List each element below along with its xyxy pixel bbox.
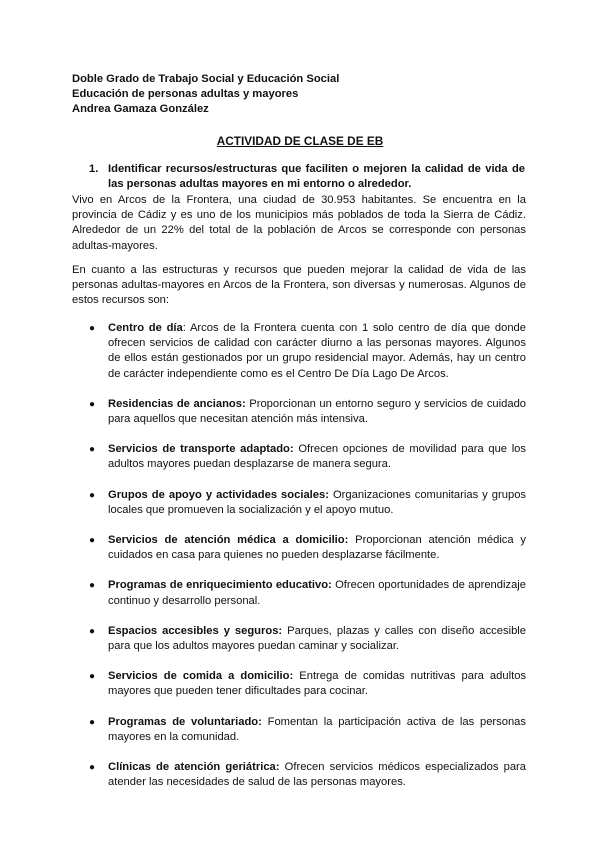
item-term: Clínicas de atención geriátrica: bbox=[108, 761, 280, 774]
item-text: Ofrecen opciones de movilidad para que los adultos mayores puedan desplazarse de manera segura. bbox=[108, 443, 527, 471]
bullet-icon: ● bbox=[89, 671, 96, 683]
list-item bbox=[88, 397, 526, 427]
item-text: Parques, plazas y calles con diseño accesible para que los adultos mayores puedan caminar y socializar. bbox=[108, 624, 526, 653]
list-item bbox=[88, 442, 526, 472]
item-text: Entrega de comidas nutritivas para adultos mayores que pueden tener dificultades para cocinar. bbox=[108, 670, 527, 698]
list-item bbox=[88, 624, 526, 654]
bullet-icon: ● bbox=[89, 323, 96, 334]
bullet-icon: ● bbox=[89, 444, 96, 456]
item-term: Centro de día bbox=[108, 322, 183, 334]
list-item bbox=[88, 669, 526, 699]
list-item bbox=[88, 760, 526, 790]
bullet-icon: ● bbox=[89, 716, 96, 728]
header-course: Educación de personas adultas y mayores bbox=[72, 88, 299, 101]
bullet-icon: ● bbox=[89, 580, 96, 592]
list-item bbox=[88, 715, 526, 745]
document-header bbox=[72, 72, 339, 118]
question-heading bbox=[89, 162, 525, 192]
question-text: Identificar recursos/estructuras que faciliten o mejoren la calidad de vida de las personas adultas mayores en mi entorno o alrededor. bbox=[108, 163, 525, 191]
question-number: 1. bbox=[89, 163, 99, 175]
list-item bbox=[88, 533, 526, 563]
list-item bbox=[88, 578, 526, 608]
resource-list bbox=[88, 321, 526, 790]
bullet-icon: ● bbox=[89, 489, 96, 501]
page-title: ACTIVIDAD DE CLASE DE EB bbox=[216, 134, 384, 148]
item-term: Servicios de comida a domicilio: bbox=[108, 670, 294, 683]
item-term: Programas de voluntariado: bbox=[108, 715, 262, 728]
header-author: Andrea Gamaza González bbox=[72, 103, 209, 116]
bullet-icon: ● bbox=[89, 535, 96, 547]
item-sep: : bbox=[182, 322, 190, 334]
list-item bbox=[88, 488, 526, 518]
item-term: Programas de enriquecimiento educativo: bbox=[108, 579, 332, 592]
list-item bbox=[88, 321, 526, 382]
bullet-icon: ● bbox=[89, 625, 96, 637]
item-term: Espacios accesibles y seguros: bbox=[108, 624, 283, 637]
item-text: Arcos de la Frontera cuenta con 1 solo centro de día que donde ofrecen servicios de calidad con carácter diurno a las personas mayores. Algunos de ellos están gestionados por un grupo residencial mayor. Además, hay un centro de carácter independiente como es el Centro De Día Lago De Arcos. bbox=[108, 322, 526, 380]
item-text: Ofrecen oportunidades de aprendizaje continuo y desarrollo personal. bbox=[108, 579, 527, 607]
item-text: Organizaciones comunitarias y grupos locales que promueven la socialización y el apoyo mutuo. bbox=[108, 488, 527, 516]
resources-paragraph: En cuanto a las estructuras y recursos que pueden mejorar la calidad de vida de las personas adultas-mayores en Arcos de la Frontera, son diversas y numerosas. Algunos de estos recursos son: bbox=[72, 264, 526, 307]
item-text: Proporcionan un entorno seguro y servicios de cuidado para aquellos que necesitan atención más intensiva. bbox=[108, 397, 527, 426]
item-term: Residencias de ancianos: bbox=[108, 397, 246, 410]
item-text: Proporcionan atención médica y cuidados en casa para quienes no pueden desplazarse fácilmente. bbox=[108, 534, 526, 562]
bullet-icon: ● bbox=[89, 398, 96, 410]
item-term: Servicios de transporte adaptado: bbox=[108, 443, 294, 456]
item-text: Fomentan la participación activa de las personas mayores en la comunidad. bbox=[108, 715, 526, 743]
bullet-icon: ● bbox=[89, 762, 96, 774]
header-degree: Doble Grado de Trabajo Social y Educación Social bbox=[72, 73, 340, 85]
intro-paragraph: Vivo en Arcos de la Frontera, una ciudad de 30.953 habitantes. Se encuentra en la provincia de Cádiz y es uno de los municipios más poblados de toda la Sierra de Cádiz. Alrededor de un 22% del total de la población de Arcos se corresponde con personas adultas-mayores. bbox=[72, 194, 526, 252]
item-text: Ofrecen servicios médicos especializados para atender las necesidades de salud de las personas mayores. bbox=[108, 761, 526, 789]
item-term: Grupos de apoyo y actividades sociales: bbox=[108, 488, 329, 501]
item-term: Servicios de atención médica a domicilio: bbox=[108, 534, 349, 547]
